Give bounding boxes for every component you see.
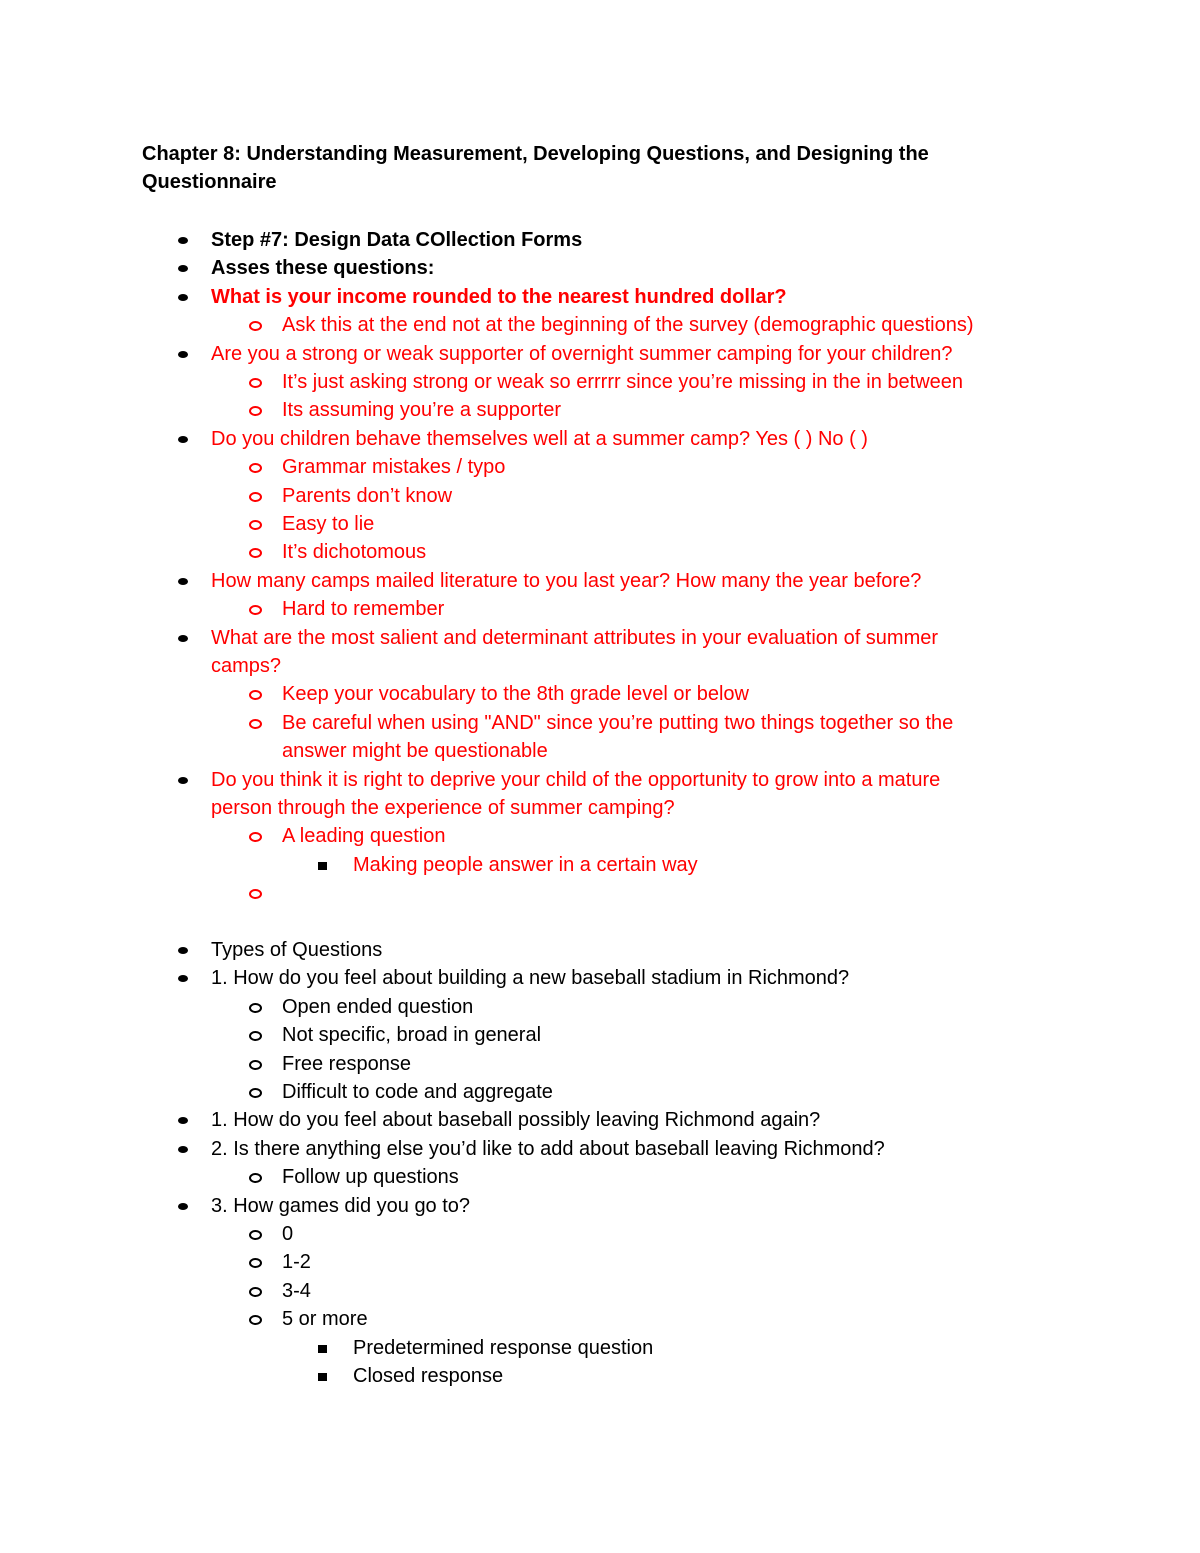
list-item xyxy=(0,964,1200,992)
list-item-text: Hard to remember xyxy=(282,598,445,621)
list-item-text: Grammar mistakes / typo xyxy=(282,456,506,479)
list-item-text: 3. How games did you go to? xyxy=(211,1194,471,1217)
bullet-circle-icon xyxy=(249,453,261,473)
list-item xyxy=(0,538,1200,566)
list-item xyxy=(0,737,1200,765)
bullet-dot-icon xyxy=(178,567,190,585)
list-item xyxy=(0,1248,1200,1276)
list-item xyxy=(0,340,1200,368)
bullet-dot-icon xyxy=(178,964,190,982)
bullet-circle-icon xyxy=(249,1021,261,1041)
list-item xyxy=(0,624,1200,652)
bullet-square-icon xyxy=(318,1362,330,1381)
list-item-text: answer might be questionable xyxy=(282,740,548,763)
list-item xyxy=(0,993,1200,1021)
list-item-text: Keep your vocabulary to the 8th grade level or below xyxy=(282,683,749,706)
list-item xyxy=(0,1362,1200,1390)
list-item xyxy=(0,1135,1200,1163)
list-item-text: Asses these questions: xyxy=(211,257,435,280)
bullet-circle-icon xyxy=(249,1305,261,1325)
list-item-text: Easy to lie xyxy=(282,513,375,535)
list-item xyxy=(0,425,1200,453)
list-item xyxy=(0,311,1200,339)
bullet-circle-icon xyxy=(249,1248,261,1268)
page-title: Chapter 8: Understanding Measurement, Developing Questions, and Designing the Questionnaire xyxy=(142,143,929,193)
list-item xyxy=(0,1021,1200,1049)
bullet-circle-icon xyxy=(249,993,261,1013)
list-item-text: How many camps mailed literature to you last year? How many the year before? xyxy=(211,569,922,592)
blank-line xyxy=(0,908,1200,936)
bullet-dot-icon xyxy=(178,340,190,358)
list-item xyxy=(0,1334,1200,1362)
list-item-text: Are you a strong or weak supporter of overnight summer camping for your children? xyxy=(211,342,953,365)
list-item-text: Open ended question xyxy=(282,995,474,1018)
list-item-text: What is your income rounded to the nearest hundred dollar? xyxy=(211,285,787,308)
list-item-text: Predetermined response question xyxy=(353,1336,654,1359)
list-item-text: A leading question xyxy=(282,825,446,848)
list-item xyxy=(0,1078,1200,1106)
list-item xyxy=(0,709,1200,737)
bullet-circle-icon xyxy=(249,482,261,502)
list-item xyxy=(0,453,1200,481)
list-item xyxy=(0,851,1200,879)
list-item-text: 0 xyxy=(282,1223,294,1245)
list-item-text: Step #7: Design Data COllection Forms xyxy=(211,229,583,251)
list-item xyxy=(0,1050,1200,1078)
list-item-text: person through the experience of summer camping? xyxy=(211,797,675,819)
list-item xyxy=(0,510,1200,538)
list-item xyxy=(0,1220,1200,1248)
bullet-circle-icon xyxy=(249,396,261,416)
bullet-circle-icon xyxy=(249,1277,261,1297)
list-item xyxy=(0,822,1200,850)
list-item xyxy=(0,595,1200,623)
list-item xyxy=(0,680,1200,708)
list-item xyxy=(0,283,1200,311)
bullet-circle-icon xyxy=(249,538,261,558)
list-item xyxy=(0,879,1200,907)
list-item xyxy=(0,396,1200,424)
bullet-dot-icon xyxy=(178,425,190,443)
bullet-circle-icon xyxy=(249,368,261,388)
bullet-square-icon xyxy=(318,1334,330,1353)
bullet-dot-icon xyxy=(178,936,190,954)
list-item-text: 3-4 xyxy=(282,1279,311,1302)
list-item-text: 2. Is there anything else you’d like to add about baseball leaving Richmond? xyxy=(211,1137,885,1160)
list-item-text: 1-2 xyxy=(282,1251,311,1274)
list-item xyxy=(0,567,1200,595)
list-item-text: Making people answer in a certain way xyxy=(353,853,698,876)
list-item xyxy=(0,1163,1200,1191)
list-item-text: Parents don’t know xyxy=(282,484,453,507)
bullet-dot-icon xyxy=(178,766,190,784)
bullet-dot-icon xyxy=(178,1135,190,1153)
list-item-text: 1. How do you feel about baseball possibly leaving Richmond again? xyxy=(211,1109,821,1132)
list-item-text: Its assuming you’re a supporter xyxy=(282,399,562,422)
bullet-circle-icon xyxy=(249,311,261,331)
list-item-text: 1. How do you feel about building a new baseball stadium in Richmond? xyxy=(211,967,850,990)
list-item-text: Not specific, broad in general xyxy=(282,1024,542,1047)
list-item xyxy=(0,1106,1200,1134)
list-item-text: Types of Questions xyxy=(211,939,383,961)
bullet-circle-icon xyxy=(249,1078,261,1098)
bullet-dot-icon xyxy=(178,283,190,301)
list-item-text: Difficult to code and aggregate xyxy=(282,1081,553,1103)
list-item-text: Follow up questions xyxy=(282,1166,459,1189)
list-item-text: Closed response xyxy=(353,1365,504,1387)
list-item-text: What are the most salient and determinant attributes in your evaluation of summer xyxy=(211,626,939,649)
bullet-circle-icon xyxy=(249,595,261,615)
list-item-text: Be careful when using "AND" since you’re putting two things together so the xyxy=(282,711,954,734)
list-item xyxy=(0,1305,1200,1333)
bullet-dot-icon xyxy=(178,1192,190,1210)
bullet-circle-icon xyxy=(249,1163,261,1183)
list-item-text: It’s dichotomous xyxy=(282,541,427,564)
list-item-text: Do you children behave themselves well at a summer camp? Yes ( ) No ( ) xyxy=(211,427,868,450)
bullet-circle-icon xyxy=(249,879,261,899)
bullet-dot-icon xyxy=(178,226,190,244)
bullet-circle-icon xyxy=(249,1220,261,1240)
bullet-circle-icon xyxy=(249,822,261,842)
list-item-text: Ask this at the end not at the beginning of the survey (demographic questions) xyxy=(282,314,974,337)
list-item xyxy=(0,652,1200,680)
bullet-circle-icon xyxy=(249,680,261,700)
bullet-dot-icon xyxy=(178,254,190,272)
list-item xyxy=(0,482,1200,510)
bullet-dot-icon xyxy=(178,624,190,642)
list-item xyxy=(0,766,1200,794)
list-item-text: It’s just asking strong or weak so errrrr since you’re missing in the in between xyxy=(282,371,964,393)
list-item-text: 5 or more xyxy=(282,1308,368,1331)
list-item xyxy=(0,794,1200,822)
bullet-dot-icon xyxy=(178,1106,190,1124)
bullet-circle-icon xyxy=(249,510,261,530)
list-item xyxy=(0,1277,1200,1305)
list-item-text: camps? xyxy=(211,655,282,677)
bullet-circle-icon xyxy=(249,1050,261,1070)
list-item xyxy=(0,226,1200,254)
list-item xyxy=(0,936,1200,964)
list-item xyxy=(0,254,1200,282)
list-item-text: Do you think it is right to deprive your child of the opportunity to grow into a mature xyxy=(211,768,941,791)
bullet-square-icon xyxy=(318,851,330,870)
list-item xyxy=(0,1192,1200,1220)
list-item-text: Free response xyxy=(282,1052,411,1075)
bullet-circle-icon xyxy=(249,709,261,729)
list-item xyxy=(0,368,1200,396)
